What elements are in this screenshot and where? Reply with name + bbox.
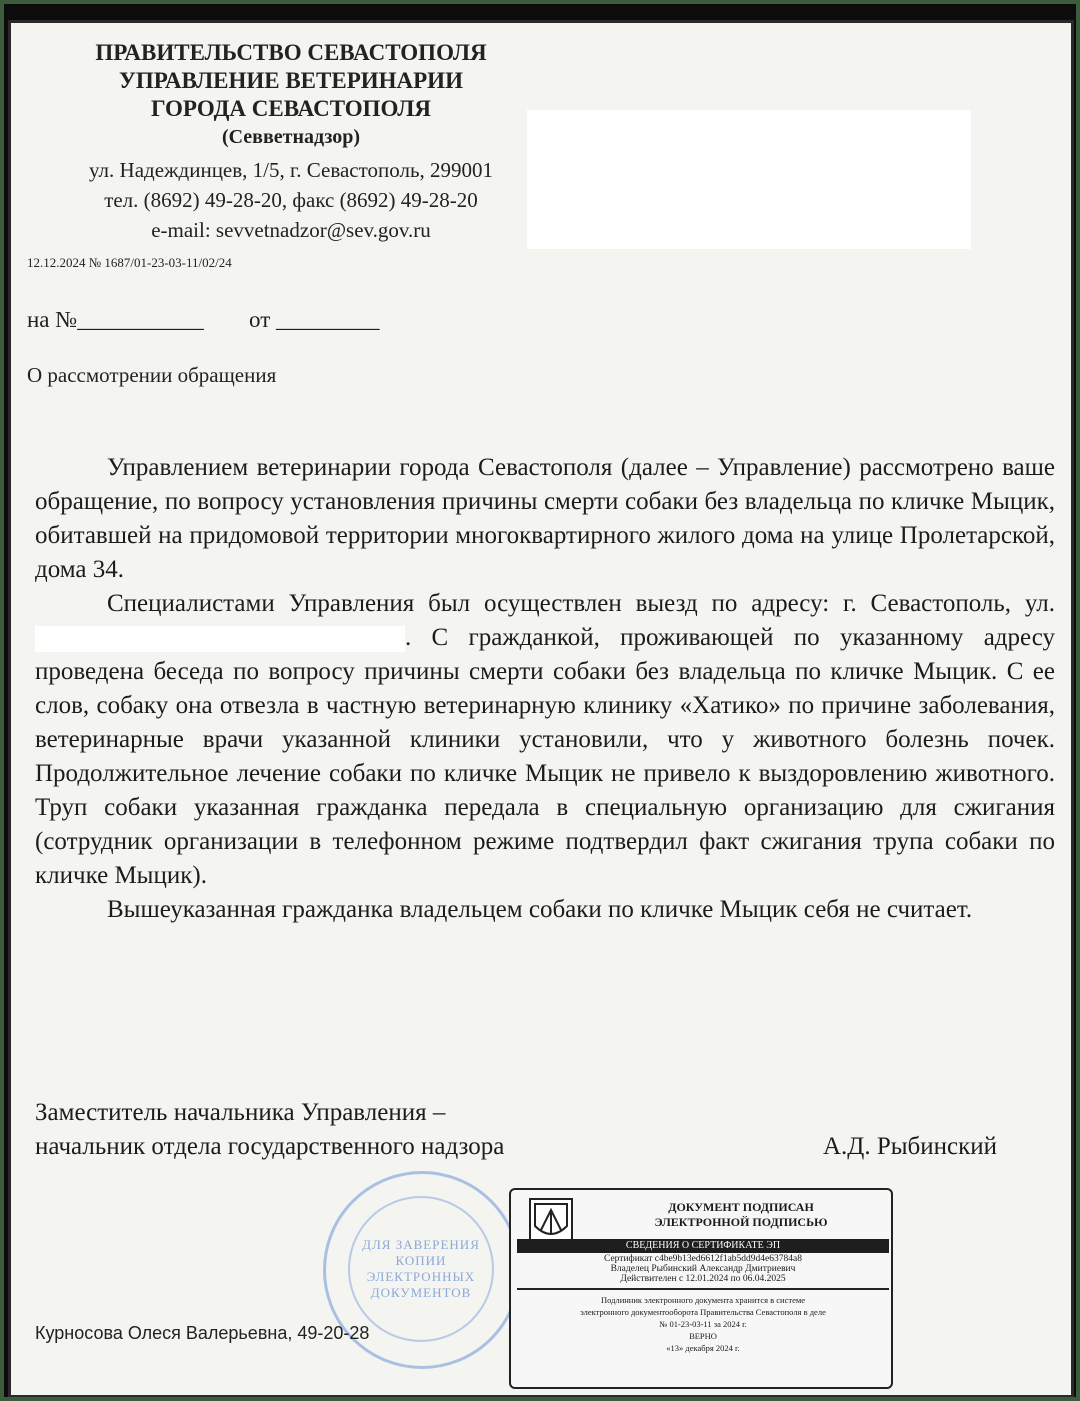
letter-page	[8, 20, 1074, 1398]
stamp-line-1: ДЛЯ ЗАВЕРЕНИЯ	[362, 1237, 480, 1252]
body-paragraph-1: Управлением ветеринарии города Севастополя (далее – Управление) рассмотрено ваше обращение, по вопросу установления причины смерти собаки без владельца по кличке Мыцик, обитавшей на придомовой территории многоквартирного жилого дома на улице Пролетарской, дома 34.	[35, 454, 1055, 583]
redacted-recipient	[527, 110, 971, 249]
org-email: e-mail: sevvetnadzor@sev.gov.ru	[151, 218, 431, 242]
org-name-line1: ПРАВИТЕЛЬСТВО СЕВАСТОПОЛЯ	[95, 40, 487, 65]
org-name-line3: ГОРОДА СЕВАСТОПОЛЯ	[150, 96, 432, 121]
esign-note-line4: ВЕРНО	[689, 1331, 717, 1341]
body-paragraph-2	[35, 587, 1055, 893]
esign-storage-note	[517, 1294, 889, 1354]
stamp-line-2: КОПИИ	[395, 1253, 447, 1268]
emblem-icon	[531, 1200, 571, 1244]
esign-note-line5: «13» декабря 2024 г.	[666, 1343, 740, 1353]
body-paragraph-2a: Специалистами Управления был осуществлен выезд по адресу: г. Севастополь, ул.	[107, 590, 1055, 617]
body-paragraph-3: Вышеуказанная гражданка владельцем собаки по кличке Мыцик себя не считает.	[107, 896, 973, 923]
signer-position-line2: начальник отдела государственного надзора	[35, 1133, 505, 1160]
org-name-line2: УПРАВЛЕНИЕ ВЕТЕРИНАРИИ	[119, 68, 463, 93]
e-signature-box	[509, 1188, 893, 1389]
letter-subject: О рассмотрении обращения	[27, 363, 277, 387]
reference-number: на №___________	[27, 307, 204, 332]
signer-name: А.Д. Рыбинский	[823, 1133, 998, 1160]
esign-cert-header: СВЕДЕНИЯ О СЕРТИФИКАТЕ ЭП	[517, 1239, 889, 1253]
org-address: ул. Надеждинцев, 1/5, г. Севастополь, 299001	[88, 158, 494, 182]
esign-note-line1: Подлинник электронного документа хранится в системе	[600, 1295, 805, 1305]
redacted-address	[35, 626, 405, 652]
body-paragraph-2b: . С гражданкой, проживающей по указанному адресу проведена беседа по вопросу причины смерти собаки без владельца по кличке Мыцик. С ее слов, собаку она отвезла в частную ветеринарную клинику «Хатико» по причине заболевания, ветеринарные врачи указанной клиники установили, что у животного болезнь почек. Продолжительное лечение собаки по кличке Мыцик не привело к выздоровлению животного. Труп собаки указанная гражданка передала в специальную организацию для сжигания (сотрудник организации в телефонном режиме подтвердил факт сжигания трупа собаки по кличке Мыцик).	[35, 624, 1055, 889]
esign-title-line2: ЭЛЕКТРОННОЙ ПОДПИСЬЮ	[654, 1215, 828, 1229]
esign-owner: Владелец Рыбинский Александр Дмитриевич	[610, 1264, 796, 1274]
esign-divider	[517, 1288, 889, 1290]
org-short-name: (Севветнадзор)	[221, 126, 361, 148]
esign-cert-details	[517, 1254, 889, 1284]
executor-contact: Курносова Олеся Валерьевна, 49-20-28	[35, 1323, 370, 1343]
stamp-line-3: ЭЛЕКТРОННЫХ	[366, 1269, 476, 1284]
esign-validity: Действителен с 12.01.2024 по 06.04.2025	[620, 1274, 786, 1284]
esign-note-line2: электронного документооборота Правительства Севастополя в деле	[580, 1307, 826, 1317]
letter-body	[35, 451, 1055, 927]
esign-note-line3: № 01-23-03-11 за 2024 г.	[659, 1319, 747, 1329]
org-phone: тел. (8692) 49-28-20, факс (8692) 49-28-20	[104, 188, 478, 212]
esign-title	[601, 1200, 881, 1230]
registration-number: 12.12.2024 № 1687/01-23-03-11/02/24	[27, 255, 232, 270]
signer-position-line1: Заместитель начальника Управления –	[35, 1099, 446, 1126]
reference-date: от _________	[249, 307, 380, 332]
esign-cert-number: Сертификат c4be9b13ed6612f1ab5dd9d4e63784a8	[604, 1254, 802, 1264]
stamp-text	[348, 1196, 494, 1342]
stamp-line-4: ДОКУМЕНТОВ	[370, 1285, 472, 1300]
esign-title-line1: ДОКУМЕНТ ПОДПИСАН	[668, 1200, 814, 1214]
